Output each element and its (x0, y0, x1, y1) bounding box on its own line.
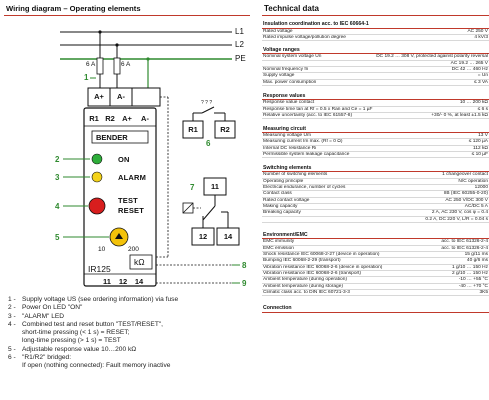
techdata-title-rule (262, 15, 489, 16)
spec-key: Vibration resistance IEC 60068-2-6 (device in operation) (263, 264, 383, 270)
spec-key: Rated contact voltage (263, 197, 310, 203)
button-label-test: TEST (118, 196, 138, 205)
spec-key: Rated impulse voltage/pollution degree (263, 34, 346, 40)
spec-group (262, 305, 489, 313)
spec-value: = Un (477, 73, 488, 79)
relay-terminal-r2: R2 (220, 125, 230, 134)
callout-9: 9 (242, 279, 247, 288)
spec-value: 112 kΩ (473, 145, 488, 151)
spec-key: Number of switching elements (263, 172, 328, 178)
legend-item: 3 - "ALARM" LED (8, 312, 65, 320)
bottom-terminal-12: 12 (118, 277, 128, 286)
technical-data (258, 0, 489, 400)
spec-key: Vibration resistance IEC 60068-2-6 (transport) (263, 270, 362, 276)
spec-key: Ambient temperature (during operation) (263, 277, 347, 283)
spec-group (262, 47, 489, 86)
spec-key: Climatic class acc. to DIN IEC 60721-3-3 (263, 289, 350, 295)
spec-value: AC 250 V (467, 28, 488, 34)
spec-value: 15 g/11 ms (464, 251, 488, 257)
contact-terminal-12: 12 (198, 232, 208, 241)
spec-row (262, 217, 489, 223)
spec-key: Nominal frequency fn (263, 66, 309, 72)
spec-group-header: Connection (262, 305, 489, 313)
spec-key: EMC emission (263, 245, 294, 251)
spec-value: ≤ 10 µF (471, 152, 488, 158)
fuse-2-label: 6 A (121, 61, 131, 68)
line-l2-label: L2 (235, 40, 244, 49)
wiring-legend (8, 296, 252, 371)
spec-group-header: Insulation coordination acc. to IEC 60664-1 (262, 21, 489, 29)
contact-terminal-14: 14 (223, 232, 233, 241)
spec-value: AC 250 V/DC 300 V (445, 197, 488, 203)
spec-key: Breaking capacity (263, 210, 301, 216)
spec-value: AC 19.2 … 265 V (450, 60, 488, 66)
spec-value: 10 … 200 kΩ (459, 100, 488, 106)
spec-group-header: Voltage ranges (262, 47, 489, 55)
bottom-terminal-14: 14 (134, 277, 144, 286)
spec-value: +30/- 0 %, at least ±1.5 kΩ (431, 113, 488, 119)
led-alarm-label: ALARM (118, 173, 147, 182)
spec-key: Relative uncertainty (acc. to IEC 61557-8) (263, 113, 353, 119)
spec-key: Measuring current Im max. (Rf = 0 Ω) (263, 139, 343, 145)
callout-8: 8 (242, 261, 247, 270)
spec-key: Response time tan at Rf = 0.5 x Ran and Ce = 1 µF (263, 106, 373, 112)
spec-row (262, 152, 489, 158)
contact-terminal-11: 11 (211, 182, 219, 191)
spec-value: 13 V (478, 133, 488, 138)
device-terminal-r2: R2 (105, 114, 115, 123)
brand-logo: BENDER (96, 133, 128, 142)
spec-value: N/C operation (458, 178, 488, 184)
callout-1: 1 (84, 73, 89, 82)
line-l1-label: L1 (235, 27, 244, 36)
spec-key: Supply voltage (263, 73, 295, 79)
spec-value: -10 … +55 °C (458, 277, 488, 283)
spec-group (262, 21, 489, 41)
legend-item: 1 - Supply voltage US (see ordering information) via fuse (8, 296, 179, 303)
spec-value: ≤ 120 µA (468, 139, 488, 145)
spec-value: ≤ 3 VA (473, 79, 488, 85)
svg-text:? ? ?: ? ? ? (201, 100, 213, 106)
legend-item: 6 - "R1/R2" bridged: If open (nothing connected): Fault memory inactive (8, 354, 171, 370)
spec-key: EMC immunity (263, 239, 295, 245)
spec-key: Making capacity (263, 204, 298, 210)
spec-value: -40 … +70 °C (458, 283, 488, 289)
top-terminal-a-minus: A- (117, 92, 125, 101)
wiring-title: Wiring diagram – Operating elements (6, 4, 141, 13)
spec-value: acc. to IEC 61326-2-4 (441, 245, 488, 251)
legend-item: 2 - Power On LED "ON" (8, 304, 83, 312)
callout-7: 7 (190, 183, 195, 192)
spec-value: ≤ 6 s (477, 106, 488, 112)
device-terminal-r1: R1 (89, 114, 99, 123)
spec-key: Response value contact (263, 100, 315, 106)
spec-value: 12000 (474, 185, 488, 191)
spec-group (262, 126, 489, 159)
button-label-reset: RESET (118, 206, 145, 215)
spec-key: Internal DC resistance Ri (263, 145, 317, 151)
spec-key: Shock resistance IEC 60068-2-27 (device in operation) (263, 251, 380, 257)
spec-group-header: Measuring circuit (262, 126, 489, 134)
spec-key (262, 61, 451, 66)
top-terminal-a-plus: A+ (94, 92, 104, 101)
callout-5: 5 (55, 233, 60, 242)
spec-value: 2 A, AC 230 V, cos φ = 0.4 (431, 210, 488, 216)
legend-item: 5 - Adjustable response value 10…200 kΩ (8, 345, 137, 353)
spec-key (262, 217, 425, 222)
spec-group-header: Environment/EMC (262, 232, 489, 240)
model-label: IR125 (88, 264, 111, 274)
relay-terminal-r1: R1 (188, 125, 198, 134)
spec-key: Measuring voltage Um (263, 133, 311, 138)
spec-key: Bumping IEC 60068-2-29 (transport) (263, 258, 341, 264)
callout-2: 2 (55, 155, 60, 164)
spec-value: AC/DC 5 A (464, 204, 488, 210)
line-pe-label: PE (235, 54, 246, 63)
spec-key: Permissible system leakage capacitance (263, 152, 350, 158)
device-terminal-a-plus: A+ (122, 114, 132, 123)
spec-key: Contact class (263, 191, 292, 197)
spec-value: 1 g/10 … 150 Hz (452, 264, 488, 270)
spec-value: IIB (IEC 60255-0-20) (443, 191, 488, 197)
spec-value: 0.2 A, DC 220 V, L/R = 0.04 s (425, 216, 488, 222)
callout-6: 6 (206, 139, 211, 148)
spec-key: Max. power consumption (263, 79, 317, 85)
spec-key: Ambient temperature (during storage) (263, 283, 343, 289)
unit-label: kΩ (134, 257, 145, 267)
spec-row (262, 290, 489, 296)
spec-row (262, 113, 489, 119)
dial-min-label: 10 (98, 246, 106, 253)
spec-value: acc. to IEC 61326-2-4 (441, 239, 488, 245)
callout-4: 4 (55, 202, 60, 211)
spec-value: DC 42 … 460 Hz (451, 66, 488, 72)
spec-group-header: Switching elements (262, 165, 489, 173)
led-on-label: ON (118, 155, 130, 164)
callout-3: 3 (55, 173, 60, 182)
spec-value: DC 19.2 … 308 V, protected against polarity reversal (376, 54, 488, 60)
spec-key: Electrical endurance, number of cycles (263, 185, 346, 191)
spec-value: 3K5 (479, 289, 488, 295)
spec-key: Nominal system voltage Un (263, 54, 322, 60)
techdata-title: Technical data (264, 4, 319, 13)
spec-value: 2 g/10 … 150 Hz (452, 270, 488, 276)
bottom-terminal-11: 11 (103, 277, 111, 286)
wiring-schematic (0, 0, 252, 300)
spec-key: Operating principle (263, 178, 304, 184)
spec-value: 1 changeover contact (442, 172, 488, 178)
spec-group-header: Response values (262, 93, 489, 101)
spec-group (262, 93, 489, 120)
spec-key: Rated voltage (263, 28, 293, 34)
spec-value: 40 g/6 ms (466, 258, 488, 264)
spec-row (262, 35, 489, 41)
spec-row (262, 80, 489, 86)
fuse-1-label: 6 A (86, 61, 96, 68)
device-terminal-a-minus: A- (141, 114, 149, 123)
legend-item: 4 - Combined test and reset button "TEST/RESET", short-time pressing (< 1 s) = RESET; long-time pressing (> 1 s) = TEST (8, 320, 164, 345)
spec-group (262, 232, 489, 297)
dial-max-label: 200 (128, 246, 139, 253)
spec-value: 4 kV/3 (474, 34, 488, 40)
spec-group (262, 165, 489, 223)
